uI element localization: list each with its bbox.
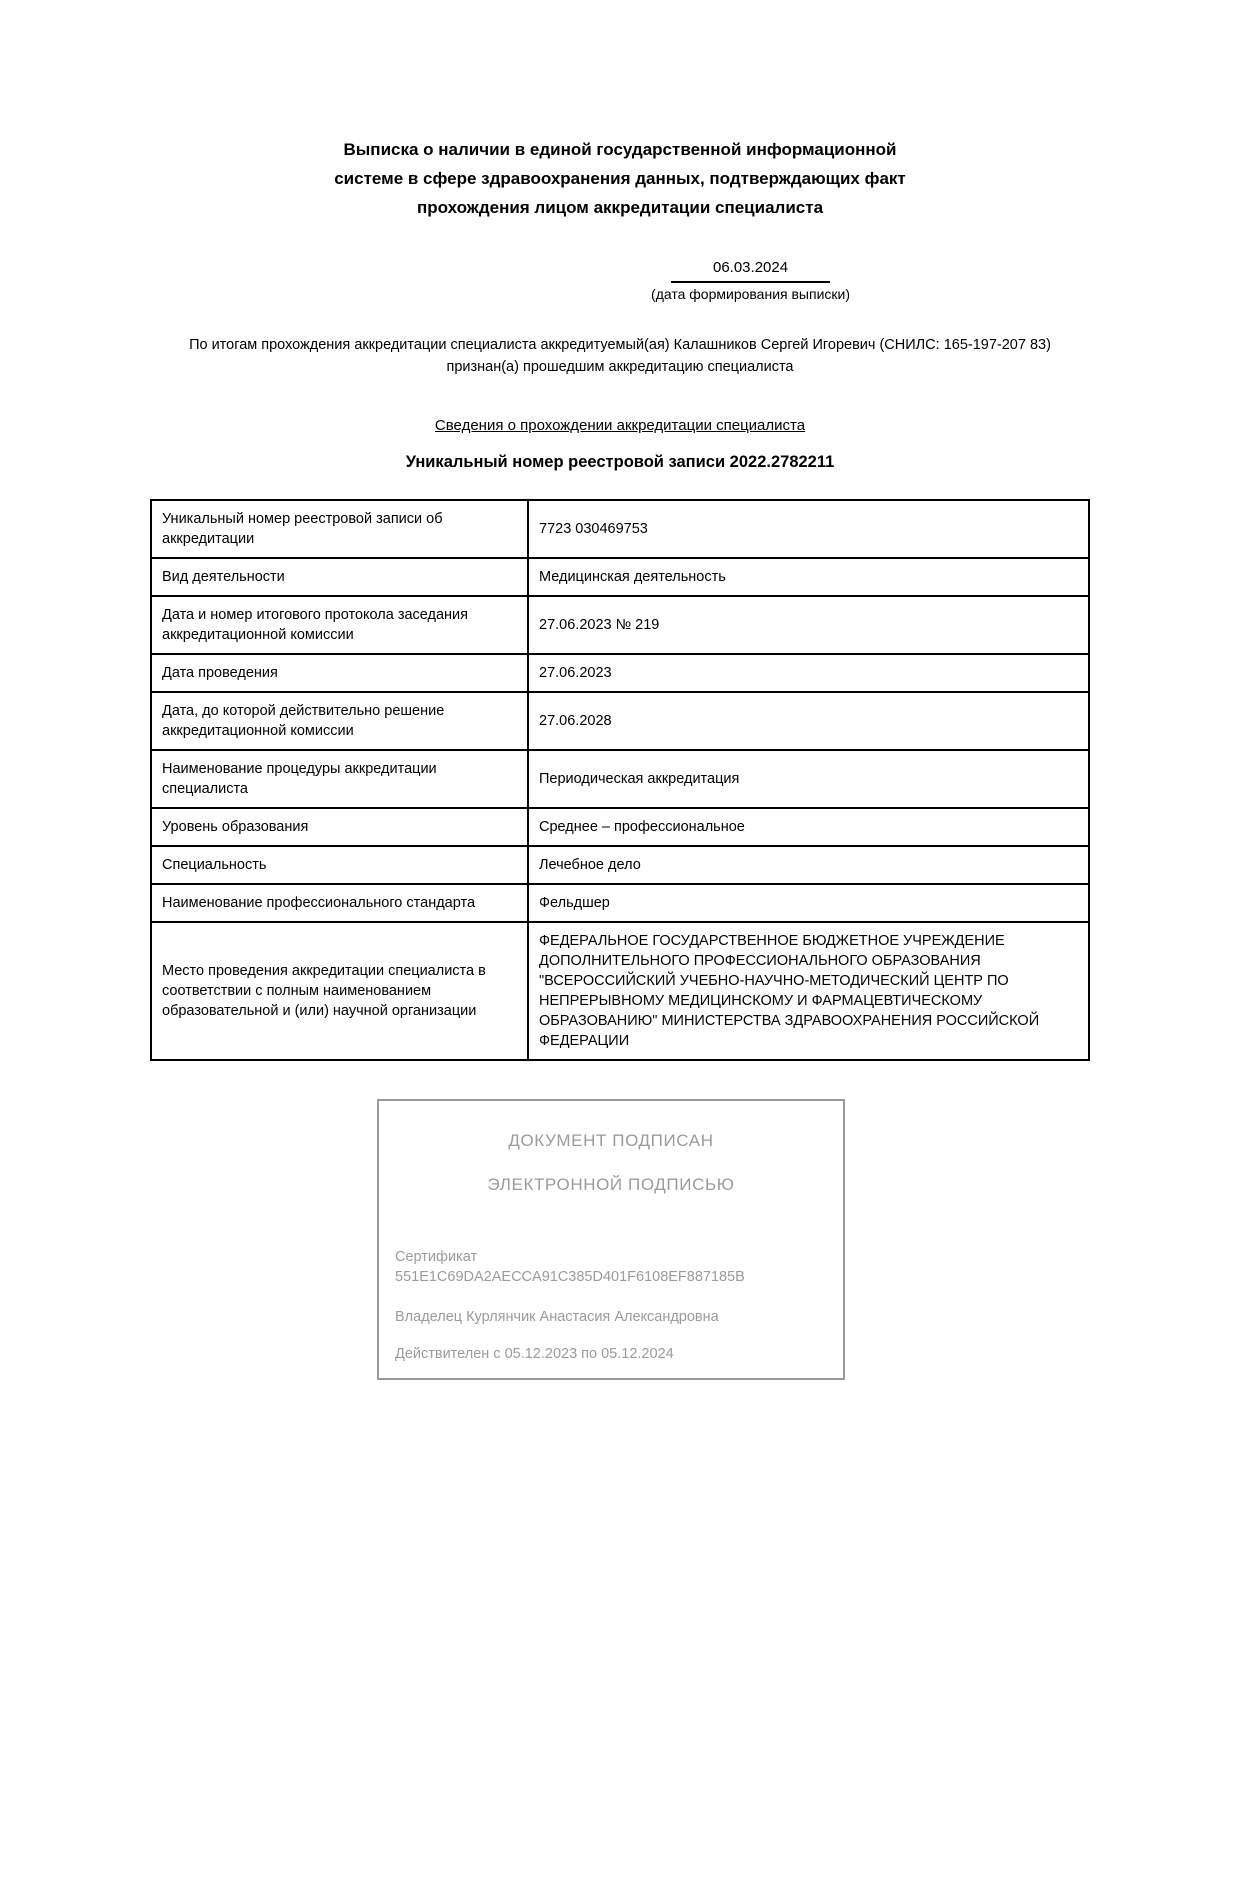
table-row bbox=[151, 500, 1089, 558]
document-title-line-2: системе в сфере здравоохранения данных, подтверждающих факт bbox=[334, 169, 906, 188]
row-label: Место проведения аккредитации специалиста в соответствии с полным наименованием образовательной и (или) научной организации bbox=[151, 922, 528, 1060]
signature-header-line-2: ЭЛЕКТРОННОЙ ПОДПИСЬЮ bbox=[487, 1175, 735, 1194]
extract-date-caption: (дата формирования выписки) bbox=[651, 286, 850, 302]
table-row bbox=[151, 846, 1089, 884]
row-value: Фельдшер bbox=[528, 884, 1089, 922]
accreditation-details-table bbox=[150, 499, 1090, 1061]
row-value: Среднее – профессиональное bbox=[528, 808, 1089, 846]
row-value: Медицинская деятельность bbox=[528, 558, 1089, 596]
section-heading: Сведения о прохождении аккредитации специалиста bbox=[434, 417, 806, 434]
document-page bbox=[0, 135, 1240, 1890]
electronic-signature-stamp bbox=[377, 1099, 845, 1380]
row-value: ФЕДЕРАЛЬНОЕ ГОСУДАРСТВЕННОЕ БЮДЖЕТНОЕ УЧРЕЖДЕНИЕ ДОПОЛНИТЕЛЬНОГО ПРОФЕССИОНАЛЬНОГО ОБРАЗОВАНИЯ "ВСЕРОССИЙСКИЙ УЧЕБНО-НАУЧНО-МЕТОДИЧЕСКИЙ ЦЕНТР ПО НЕПРЕРЫВНОМУ МЕДИЦИНСКОМУ И ФАРМАЦЕВТИЧЕСКОМУ ОБРАЗОВАНИЮ" МИНИСТЕРСТВА ЗДРАВООХРАНЕНИЯ РОССИЙСКОЙ ФЕДЕРАЦИИ bbox=[528, 922, 1089, 1060]
row-value: 27.06.2023 bbox=[528, 654, 1089, 692]
accreditation-result-paragraph bbox=[115, 334, 1125, 378]
document-title-line-1: Выписка о наличии в единой государственной информационной bbox=[343, 140, 897, 159]
row-value: Периодическая аккредитация bbox=[528, 750, 1089, 808]
row-label: Дата и номер итогового протокола заседания аккредитационной комиссии bbox=[151, 596, 528, 654]
row-label: Вид деятельности bbox=[151, 558, 528, 596]
row-label: Уникальный номер реестровой записи об аккредитации bbox=[151, 500, 528, 558]
row-label: Дата проведения bbox=[151, 654, 528, 692]
row-value: 27.06.2023 № 219 bbox=[528, 596, 1089, 654]
table-row bbox=[151, 922, 1089, 1060]
signature-owner: Владелец Курлянчик Анастасия Александровна bbox=[395, 1309, 719, 1325]
row-label: Дата, до которой действительно решение аккредитационной комиссии bbox=[151, 692, 528, 750]
accreditation-result-line-1: По итогам прохождения аккредитации специалиста аккредитуемый(ая) Калашников Сергей Игоревич (СНИЛС: 165-197-207 83) bbox=[189, 337, 1051, 353]
row-label: Наименование процедуры аккредитации специалиста bbox=[151, 750, 528, 808]
row-value: 27.06.2028 bbox=[528, 692, 1089, 750]
table-row bbox=[151, 808, 1089, 846]
row-label: Уровень образования bbox=[151, 808, 528, 846]
extract-date-value: 06.03.2024 bbox=[671, 258, 830, 283]
table-row bbox=[151, 692, 1089, 750]
signature-validity: Действителен с 05.12.2023 по 05.12.2024 bbox=[395, 1346, 674, 1362]
row-value: Лечебное дело bbox=[528, 846, 1089, 884]
table-row bbox=[151, 596, 1089, 654]
document-title-line-3: прохождения лицом аккредитации специалиста bbox=[416, 198, 824, 217]
registry-record-heading: Уникальный номер реестровой записи 2022.2782211 bbox=[405, 453, 835, 471]
extract-date-block bbox=[651, 258, 850, 304]
accreditation-result-line-2: признан(а) прошедшим аккредитацию специалиста bbox=[446, 359, 794, 375]
row-label: Наименование профессионального стандарта bbox=[151, 884, 528, 922]
table-row bbox=[151, 654, 1089, 692]
row-label: Специальность bbox=[151, 846, 528, 884]
signature-certificate: Сертификат 551E1C69DA2AECCA91C385D401F6108EF887185B bbox=[395, 1249, 745, 1285]
document-title bbox=[300, 135, 940, 222]
table-row bbox=[151, 884, 1089, 922]
table-row bbox=[151, 750, 1089, 808]
signature-header-line-1: ДОКУМЕНТ ПОДПИСАН bbox=[508, 1131, 714, 1150]
row-value: 7723 030469753 bbox=[528, 500, 1089, 558]
table-row bbox=[151, 558, 1089, 596]
